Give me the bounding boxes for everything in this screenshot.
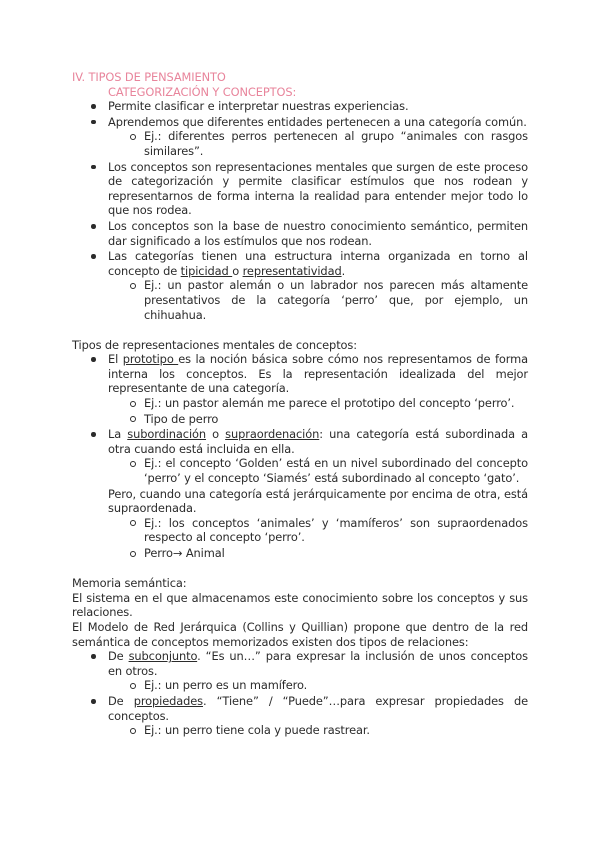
- sub-list: [108, 278, 528, 322]
- sub-list-item: Ej.: los conceptos ‘animales’ y ‘mamíferos’ son supraordenados respecto al concepto ‘perro’.: [108, 516, 528, 545]
- underlined-term: prototipo: [122, 352, 179, 367]
- underlined-term: subordinación: [127, 427, 207, 442]
- sub-list-item: Ej.: un perro tiene cola y puede rastrear.: [108, 723, 528, 738]
- paragraph: El Modelo de Red Jerárquica (Collins y Quillian) propone que dentro de la red semántica de conceptos memorizados existen dos tipos de relaciones:: [72, 619, 528, 649]
- sub-list: [108, 396, 528, 426]
- underlined-term: propiedades: [133, 693, 204, 708]
- document-body: [72, 70, 528, 739]
- sub-list: [108, 516, 528, 561]
- sub-list-item: Ej.: diferentes perros pertenecen al grupo “animales con rasgos similares”.: [108, 129, 528, 158]
- sub-list: [108, 129, 528, 158]
- tipos-heading: Tipos de representaciones mentales de conceptos:: [72, 337, 357, 352]
- paragraph: Pero, cuando una categoría está jerárquicamente por encima de otra, está supraordenada.: [108, 486, 528, 516]
- list-item: De propiedades. “Tiene” / “Puede”…para expresar propiedades de conceptos. Ej.: un perro tiene cola y puede rastrear.: [72, 694, 528, 738]
- underlined-term: representatividad: [242, 263, 342, 278]
- sub-list-item: Tipo de perro: [108, 412, 528, 427]
- sub-list-item: Ej.: el concepto ‘Golden’ está en un nivel subordinado del concepto ‘perro’ y el concepto ‘Siamés’ está subordinado al concepto ‘gato’.: [108, 456, 528, 485]
- list-item: Las categorías tienen una estructura interna organizada en torno al concepto de tipicidad o representatividad. Ej.: un pastor alemán o un labrador nos parecen más altamente presentativos de la categoría ‘perro’ que, por ejemplo, un chihuahua.: [72, 249, 528, 322]
- section-title: IV. TIPOS DE PENSAMIENTO: [72, 70, 226, 84]
- list-item: Los conceptos son la base de nuestro conocimiento semántico, permiten dar significado a los estímulos que nos rodean.: [72, 219, 528, 248]
- subsection-title: CATEGORIZACIÓN Y CONCEPTOS:: [108, 84, 297, 99]
- sub-list-item: Perro→ Animal: [108, 546, 528, 561]
- sub-list-item: Ej.: un pastor alemán me parece el prototipo del concepto ‘perro’.: [108, 396, 528, 411]
- representation-types-list: [72, 352, 528, 560]
- sub-list: [108, 456, 528, 485]
- underlined-term: tipicidad: [180, 263, 233, 278]
- list-item: Aprendemos que diferentes entidades pertenecen a una categoría común. Ej.: diferentes perros pertenecen al grupo “animales con rasgos similares”.: [72, 115, 528, 159]
- list-item: Permite clasificar e interpretar nuestras experiencias.: [72, 99, 528, 114]
- categorization-list: [72, 99, 528, 322]
- sub-list: [108, 678, 528, 693]
- list-item: De subconjunto. “Es un…” para expresar la inclusión de unos conceptos en otros. Ej.: un perro es un mamífero.: [72, 649, 528, 693]
- relations-list: [72, 649, 528, 738]
- sub-list-item: Ej.: un pastor alemán o un labrador nos parecen más altamente presentativos de la categoría ‘perro’ que, por ejemplo, un chihuahua.: [108, 278, 528, 322]
- underlined-term: supraordenación: [225, 427, 320, 442]
- paragraph: El sistema en el que almacenamos este conocimiento sobre los conceptos y sus relaciones.: [72, 590, 528, 620]
- sub-list: [108, 723, 528, 738]
- sub-list-item: Ej.: un perro es un mamífero.: [108, 678, 528, 693]
- underlined-term: subconjunto: [128, 649, 198, 664]
- list-item: Los conceptos son representaciones mentales que surgen de este proceso de categorización y permite clasificar estímulos que nos rodean y representarnos de forma interna la realidad para entender mejor todo lo que nos rodea.: [72, 160, 528, 218]
- list-item: La subordinación o supraordenación: una categoría está subordinada a otra cuando está incluida en ella. Ej.: el concepto ‘Golden’ está en un nivel subordinado del concepto ‘perro’ y el concepto ‘Siamés’ está subordinado al concepto ‘gato’. Pero, cuando una categoría está jerárquicamente por encima de otra, está supraordenada. Ej.: los conceptos ‘animales’ y ‘mamíferos’ son supraordenados respecto al concepto ‘perro’. Perro→ Animal: [72, 427, 528, 560]
- memoria-heading: Memoria semántica:: [72, 576, 187, 591]
- list-item: El prototipo es la noción básica sobre cómo nos representamos de forma interna los conceptos. Es la representación idealizada del mejor representante de una categoría. Ej.: un pastor alemán me parece el prototipo del concepto ‘perro’. Tipo de perro: [72, 352, 528, 426]
